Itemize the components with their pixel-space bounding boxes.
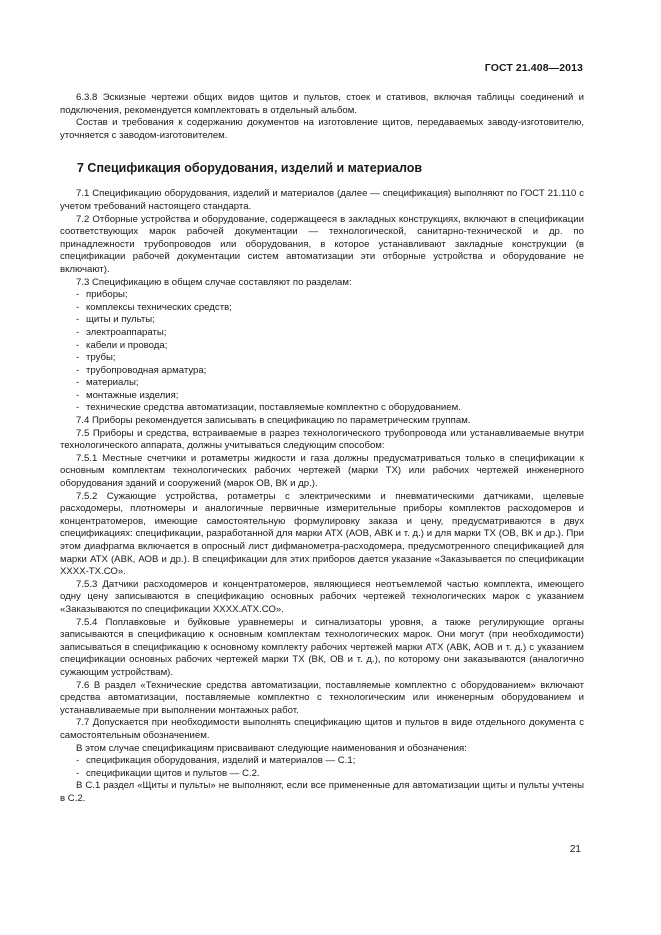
list-item: - щиты и пульты; bbox=[76, 314, 584, 327]
paragraph-7-5: 7.5 Приборы и средства, встраиваемые в разрез технологического трубопровода или устанавливаемые внутри технологического аппарата, должны учитываться следующим способом: bbox=[60, 427, 584, 452]
list-item: - спецификация оборудования, изделий и материалов — С.1; bbox=[76, 755, 584, 768]
list-item: - кабели и провода; bbox=[76, 340, 584, 353]
list-item: - спецификации щитов и пультов — С.2. bbox=[76, 768, 584, 781]
paragraph-6-3-8: 6.3.8 Эскизные чертежи общих видов щитов и пультов, стоек и стативов, включая таблицы соединений и подключения, рекомендуется комплектовать в отдельный альбом. bbox=[60, 92, 584, 116]
list-item: - монтажные изделия; bbox=[76, 390, 584, 403]
paragraph-naming: В этом случае спецификациям присваивают следующие наименования и обозначения: bbox=[76, 742, 467, 754]
paragraph-7-1: 7.1 Спецификацию оборудования, изделий и материалов (далее — спецификация) выполняют по ГОСТ 21.110 с учетом требований настоящего стандарта. bbox=[60, 188, 584, 212]
paragraph-7-5-4: 7.5.4 Поплавковые и буйковые уравнемеры и сигнализаторы уровня, а также регулирующие органы записываются в спецификацию к основным комплектам технологических марок. Они могут (при необходимости) записываться в спецификацию к основному комплекту рабочих чертежей марки АТХ (АВК, АОВ и т. д.) с указанием спецификации основных рабочих чертежей марки ТХ (ВК, ОВ и т. д.), по которому они заказываются (аналогично сужающим устройствам). bbox=[60, 616, 584, 678]
paragraph-composition: Состав и требования к содержанию документов на изготовление щитов, передаваемых заводу-изготовителю, уточняется с заводом-изготовителем. bbox=[60, 117, 584, 141]
paragraph-7-5-3: 7.5.3 Датчики расходомеров и концентратомеров, являющиеся неотъемлемой частью комплекта, имеющего одну цену записываются в спецификацию основных рабочих чертежей технологических марок с указанием «Заказываются по спецификации ХХХХ.АТХ.СО». bbox=[60, 578, 584, 615]
paragraph-7-5-1: 7.5.1 Местные счетчики и ротаметры жидкости и газа должны предусматриваться только в спецификации к основным комплектам технологических рабочих чертежей (марки ТХ) или рабочих чертежей инженерного оборудования зданий и сооружений (марок ОВ, ВК и др.). bbox=[60, 452, 584, 490]
section-heading: 7 Спецификация оборудования, изделий и материалов bbox=[77, 161, 423, 176]
paragraph-7-7: 7.7 Допускается при необходимости выполнять спецификацию щитов и пультов в виде отдельного документа с самостоятельным обозначением. bbox=[60, 717, 584, 741]
page-number: 21 bbox=[569, 844, 581, 855]
document-code: ГОСТ 21.408—2013 bbox=[484, 62, 583, 74]
list-item: - приборы; bbox=[76, 289, 584, 302]
paragraph-7-5-2: 7.5.2 Сужающие устройства, ротаметры с электрическими и пневматическими датчиками, щелевые расходомеры, плотномеры и аналогичные первичные измерительные приборы комплектов расходомеров и концентратомеров, имеющие самостоятельную формулировку заказа и цену, предусматриваются в двух спецификациях: спецификации, разработанной для марки АТХ (АОВ, АВК и т. д.) и для марки ТХ (ОВ, ВК и др.). При этом диафрагма включается в опросный лист дифманометра-расходомера, предусмотренного спецификацией для марки АТХ (АВК, АОВ и др.). В спецификации для этих приборов дается указание «Заказывается по спецификации ХХХХ-ТХ.СО». bbox=[60, 490, 584, 578]
list-item: - технические средства автоматизации, поставляемые комплектно с оборудованием. bbox=[76, 402, 584, 415]
document-body bbox=[60, 92, 584, 805]
paragraph-7-2: 7.2 Отборные устройства и оборудование, содержащееся в закладных конструкциях, включают в спецификации соответствующих марок рабочей документации — технологической, санитарно-технической и др. по принадлежности трубопроводов или оборудования, в которое устанавливают закладные конструкции (в спецификации рабочей документации систем автоматизации эти отборные устройства и оборудование не включают). bbox=[60, 213, 584, 275]
paragraph-final: В С.1 раздел «Щиты и пульты» не выполняют, если все примененные для автоматизации щиты и пульты учтены в С.2. bbox=[60, 780, 584, 804]
list-item: - комплексы технических средств; bbox=[76, 302, 584, 315]
paragraph-7-4: 7.4 Приборы рекомендуется записывать в спецификацию по параметрическим группам. bbox=[76, 415, 471, 427]
designations-list bbox=[60, 755, 584, 780]
list-item: - материалы; bbox=[76, 377, 584, 390]
list-item: - трубопроводная арматура; bbox=[76, 365, 584, 378]
paragraph-7-6: 7.6 В раздел «Технические средства автоматизации, поставляемые комплектно с оборудованием» включают средства автоматизации, поставляемые комплектно с технологическим или инженерным оборудованием и устанавливаемые при выполнении монтажных работ. bbox=[60, 679, 584, 716]
list-item: - трубы; bbox=[76, 352, 584, 365]
paragraph-7-3: 7.3 Спецификацию в общем случае составляют по разделам: bbox=[76, 276, 352, 288]
sections-list bbox=[60, 289, 584, 415]
list-item: - электроаппараты; bbox=[76, 327, 584, 340]
